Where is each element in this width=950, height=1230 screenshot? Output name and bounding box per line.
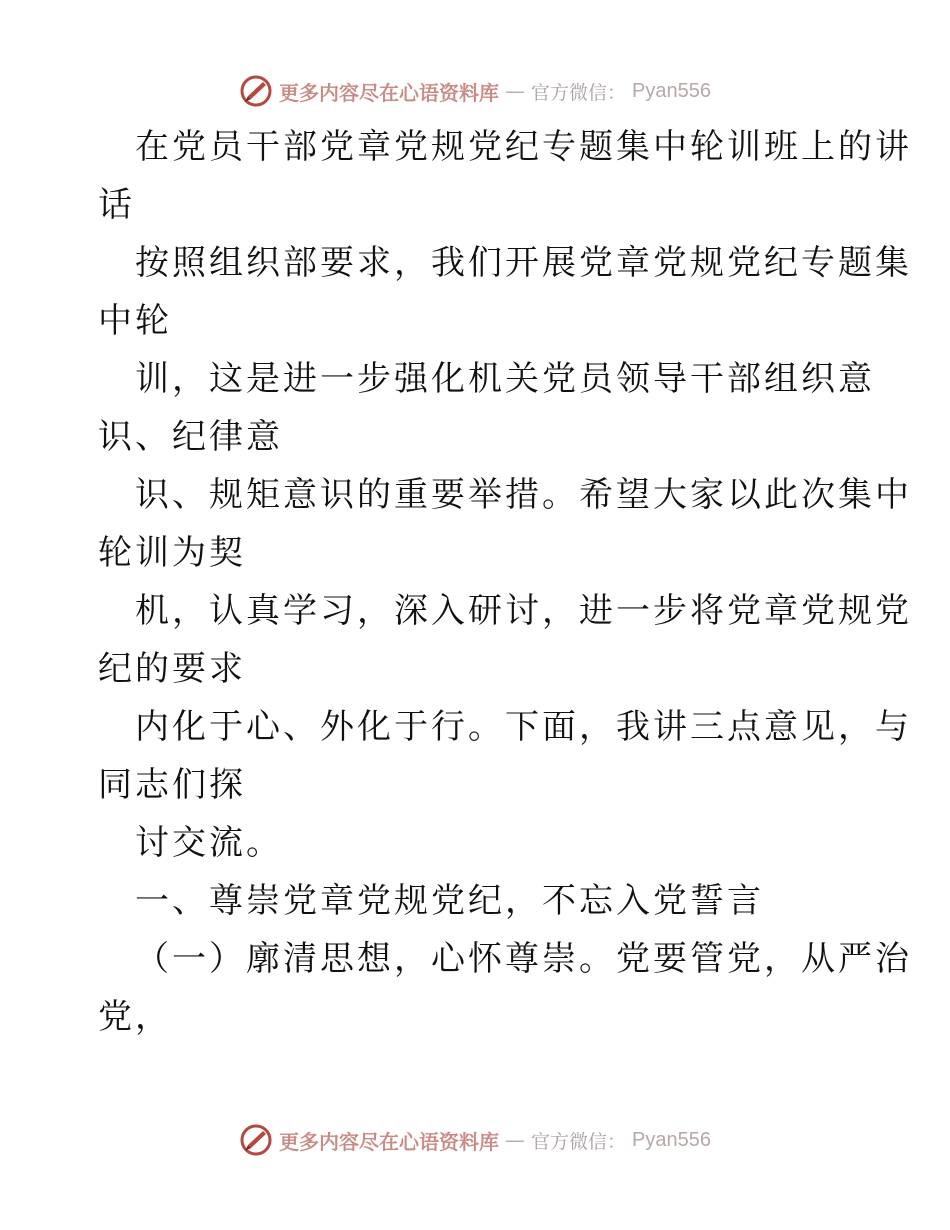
doc-line: 内化于心、外化于行。下面，我讲三点意见，与 bbox=[135, 707, 912, 747]
doc-line: 训，这是进一步强化机关党员领导干部组织意 bbox=[135, 359, 875, 399]
doc-line: 同志们探 bbox=[98, 765, 246, 805]
doc-line: 机，认真学习，深入研讨，进一步将党章党规党 bbox=[135, 591, 912, 631]
watermark-dash: — bbox=[505, 1128, 525, 1152]
watermark-dash: — bbox=[505, 79, 525, 103]
document-body bbox=[98, 118, 912, 1046]
brand-logo-icon bbox=[239, 1123, 273, 1157]
watermark-brand: 更多内容尽在心语资料库 bbox=[279, 1129, 499, 1154]
doc-line: 纪的要求 bbox=[98, 649, 246, 689]
doc-line: 在党员干部党章党规党纪专题集中轮训班上的讲 bbox=[135, 127, 912, 167]
doc-line: （一）廓清思想，心怀尊崇。党要管党，从严治 bbox=[135, 939, 912, 979]
watermark-wechat-id: Pyan556 bbox=[632, 1128, 711, 1151]
doc-line: 轮训为契 bbox=[98, 533, 246, 573]
doc-line: 讨交流。 bbox=[135, 823, 283, 863]
footer-watermark bbox=[0, 1120, 950, 1160]
doc-line: 识、规矩意识的重要举措。希望大家以此次集中 bbox=[135, 475, 912, 515]
watermark-wechat-id: Pyan556 bbox=[632, 79, 711, 102]
doc-line: 识、纪律意 bbox=[98, 417, 283, 457]
doc-line: 话 bbox=[98, 185, 135, 225]
watermark-label: 官方微信： bbox=[531, 81, 627, 104]
watermark-label: 官方微信： bbox=[531, 1130, 627, 1153]
doc-line: 按照组织部要求，我们开展党章党规党纪专题集 bbox=[135, 243, 912, 283]
brand-logo-icon bbox=[239, 74, 273, 108]
header-watermark bbox=[0, 71, 950, 111]
doc-line: 党， bbox=[98, 997, 172, 1037]
watermark-brand: 更多内容尽在心语资料库 bbox=[279, 80, 499, 105]
doc-line: 中轮 bbox=[98, 301, 172, 341]
section-heading: 一、尊崇党章党规党纪，不忘入党誓言 bbox=[135, 881, 764, 921]
